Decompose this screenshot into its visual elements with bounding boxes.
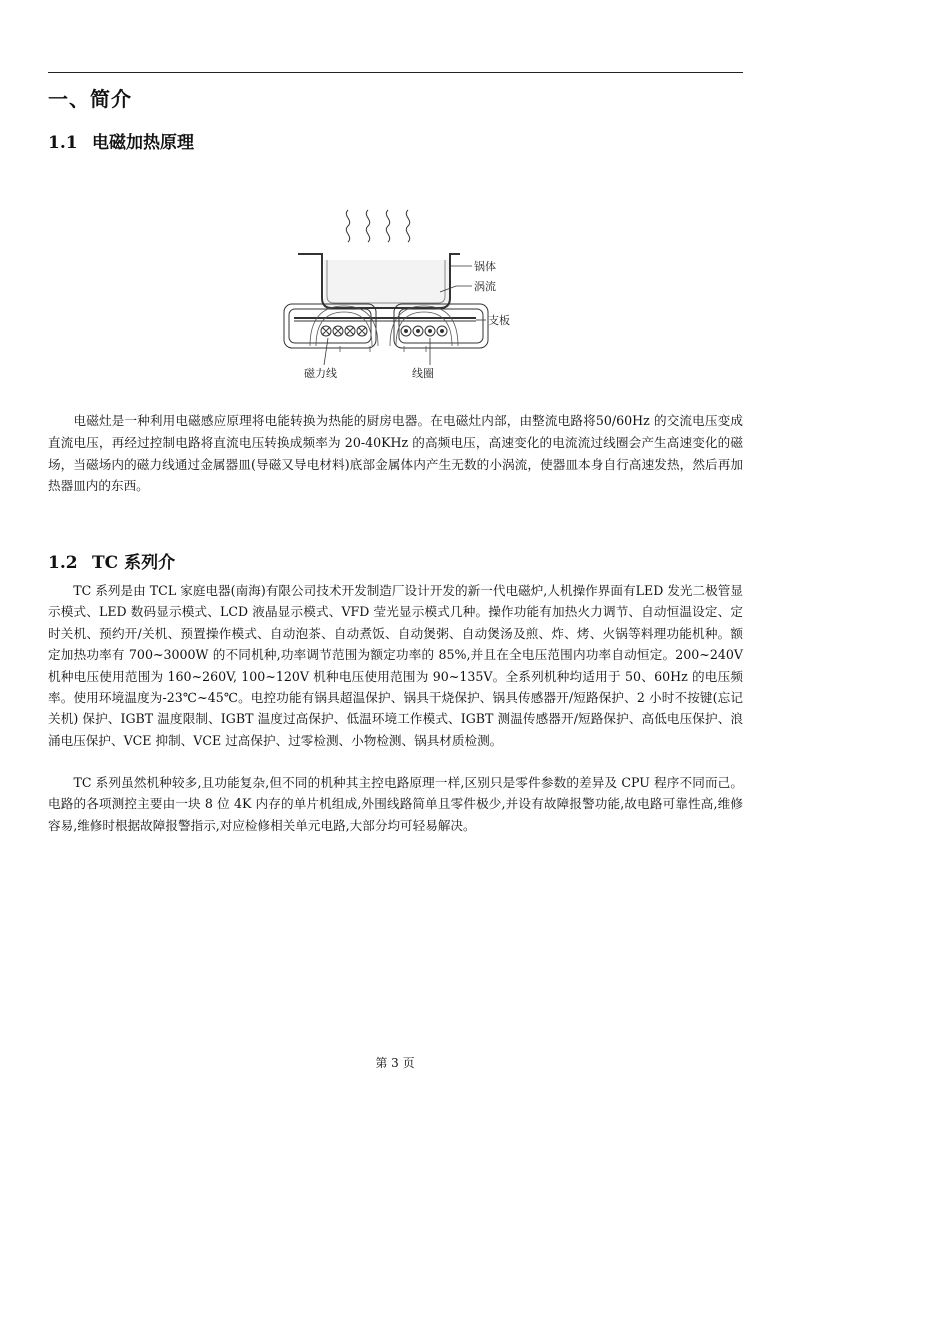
induction-heating-diagram <box>280 200 520 385</box>
paragraph-tc-series-circuit: TC 系列虽然机种较多,且功能复杂,但不同的机种其主控电路原理一样,区别只是零件参数的差异及 CPU 程序不同而己。电路的各项测控主要由一块 8 位 4K 内存的单片机组成,外围线路简单且零件极少,并设有故障报警功能,故电路可靠性高,维修容易,维修时根据故障报警指示,对应检修相关单元电路,大部分均可轻易解决。 <box>48 775 743 833</box>
magnetic-field-lines <box>310 306 458 352</box>
header-rule <box>48 72 743 73</box>
pot-shape <box>298 254 460 308</box>
label-pot-body: 锅体 <box>474 260 496 273</box>
steam-icon <box>346 210 409 242</box>
section-title: 电磁加热原理 <box>92 133 194 153</box>
coil-cross-section-right <box>401 326 447 336</box>
section-number: 1.2 <box>48 553 78 573</box>
section-number: 1.1 <box>48 133 78 153</box>
section-title: TC 系列介 <box>92 553 176 573</box>
support-plate <box>284 304 488 348</box>
label-eddy-current: 涡流 <box>474 280 496 293</box>
page-number: 第 3 页 <box>375 1056 415 1070</box>
label-support-plate: 支板 <box>488 314 510 327</box>
chapter-heading: 一、简介 <box>48 87 132 111</box>
coil-cross-section-left <box>321 326 367 336</box>
paragraph-tc-series-intro: TC 系列是由 TCL 家庭电器(南海)有限公司技术开发制造厂设计开发的新一代电磁炉,人机操作界面有LED 发光二极管显示模式、LED 数码显示模式、LCD 液晶显示模式、VFD 莹光显示模式几种。操作功能有加热火力调节、自动恒温设定、定时关机、预约开/关机、预置操作模式、自动泡茶、自动煮饭、自动煲粥、自动煲汤及煎、炸、烤、火锅等料理功能机种。额定加热功率有 700~3000W 的不同机种,功率调节范围为额定功率的 85%,并且在全电压范围内功率自动恒定。200~240V 机种电压使用范围为 160~260V, 100~120V 机种电压使用范围为 90~135V。全系列机种均适用于 50、60Hz 的电压频率。使用环境温度为-23℃~45℃。电控功能有锅具超温保护、锅具干烧保护、锅具传感器开/短路保护、2 小时不按键(忘记关机) 保护、IGBT 温度限制、IGBT 温度过高保护、低温环境工作模式、IGBT 测温传感器开/短路保护、高低电压保护、浪涌电压保护、VCE 抑制、VCE 过高保护、过零检测、小物检测、锅具材质检测。 <box>48 583 743 748</box>
paragraph-induction-principle: 电磁灶是一种利用电磁感应原理将电能转换为热能的厨房电器。在电磁灶内部，由整流电路将50/60Hz 的交流电压变成直流电压，再经过控制电路将直流电压转换成频率为 20-40KHz 的高频电压，高速变化的电流流过线圈会产生高速变化的磁场，当磁场内的磁力线通过金属器皿(导磁又导电材料)底部金属体内产生无数的小涡流，使器皿本身自行高速发热，然后再加热器皿内的东西。 <box>48 413 743 494</box>
label-coil: 线圈 <box>412 367 434 380</box>
label-magnetic-lines: 磁力线 <box>304 367 337 380</box>
section-heading-1-2 <box>48 548 175 573</box>
section-heading-1-1 <box>48 128 194 153</box>
